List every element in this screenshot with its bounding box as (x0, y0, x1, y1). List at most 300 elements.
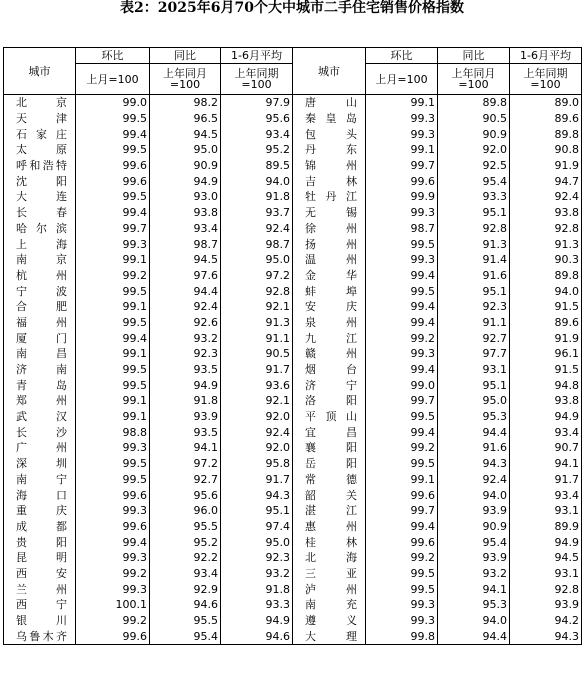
ytd-value-right: 94.7 (510, 173, 582, 189)
mom-value-left: 99.5 (76, 377, 150, 393)
yoy-subheader-right: 上年同月 =100 (438, 64, 510, 95)
mom-value-right: 99.2 (366, 330, 438, 346)
ytd-value-left: 95.0 (221, 534, 293, 550)
city-name-left: 西宁 (4, 597, 76, 613)
table-row (4, 456, 582, 472)
table-row (4, 566, 582, 582)
ytd-value-left: 95.0 (221, 252, 293, 268)
mom-value-right: 99.6 (366, 487, 438, 503)
ytd-value-left: 91.8 (221, 189, 293, 205)
ytd-value-right: 89.0 (510, 95, 582, 111)
mom-header-right: 环比 (366, 48, 438, 64)
yoy-value-left: 93.8 (150, 205, 221, 221)
yoy-value-right: 95.3 (438, 409, 510, 425)
ytd-value-left: 95.6 (221, 111, 293, 127)
yoy-value-right: 95.1 (438, 377, 510, 393)
yoy-value-left: 92.6 (150, 315, 221, 331)
mom-value-right: 99.3 (366, 597, 438, 613)
yoy-value-left: 93.9 (150, 409, 221, 425)
city-name-right: 无锡 (293, 205, 366, 221)
yoy-value-right: 92.5 (438, 158, 510, 174)
ytd-value-right: 93.1 (510, 566, 582, 582)
ytd-header-right: 1-6月平均 (510, 48, 582, 64)
table-row (4, 158, 582, 174)
yoy-value-right: 94.4 (438, 628, 510, 644)
mom-value-left: 99.1 (76, 409, 150, 425)
ytd-value-left: 91.7 (221, 362, 293, 378)
ytd-value-right: 93.8 (510, 205, 582, 221)
price-index-table (3, 47, 582, 645)
ytd-value-right: 93.4 (510, 424, 582, 440)
city-name-right: 烟台 (293, 362, 366, 378)
ytd-value-left: 92.3 (221, 550, 293, 566)
ytd-value-left: 91.3 (221, 315, 293, 331)
yoy-value-left: 94.4 (150, 283, 221, 299)
mom-value-left: 98.8 (76, 424, 150, 440)
city-name-right: 徐州 (293, 221, 366, 237)
yoy-value-left: 93.4 (150, 221, 221, 237)
yoy-value-left: 94.9 (150, 173, 221, 189)
yoy-value-left: 96.0 (150, 503, 221, 519)
yoy-value-right: 93.1 (438, 362, 510, 378)
mom-value-right: 99.4 (366, 268, 438, 284)
mom-value-right: 99.7 (366, 393, 438, 409)
table-row (4, 393, 582, 409)
table-row (4, 205, 582, 221)
ytd-value-left: 94.3 (221, 487, 293, 503)
table-row (4, 628, 582, 644)
table-row (4, 173, 582, 189)
mom-value-right: 99.2 (366, 440, 438, 456)
table-title: 表2：2025年6月70个大中城市二手住宅销售价格指数 (120, 0, 464, 16)
mom-value-left: 99.5 (76, 111, 150, 127)
city-name-left: 北京 (4, 95, 76, 111)
yoy-value-left: 93.5 (150, 424, 221, 440)
yoy-value-right: 91.6 (438, 440, 510, 456)
table-row (4, 330, 582, 346)
table-row (4, 409, 582, 425)
city-name-left: 大连 (4, 189, 76, 205)
yoy-value-left: 98.2 (150, 95, 221, 111)
mom-value-right: 99.4 (366, 362, 438, 378)
city-name-right: 扬州 (293, 236, 366, 252)
yoy-value-left: 91.8 (150, 393, 221, 409)
ytd-value-right: 93.9 (510, 597, 582, 613)
mom-value-right: 99.6 (366, 173, 438, 189)
city-name-right: 锦州 (293, 158, 366, 174)
mom-value-left: 99.2 (76, 566, 150, 582)
mom-value-right: 99.5 (366, 566, 438, 582)
city-name-right: 襄阳 (293, 440, 366, 456)
ytd-value-right: 89.6 (510, 315, 582, 331)
city-name-left: 合肥 (4, 299, 76, 315)
yoy-value-left: 93.0 (150, 189, 221, 205)
mom-value-left: 99.3 (76, 440, 150, 456)
ytd-value-right: 91.9 (510, 158, 582, 174)
ytd-value-right: 94.5 (510, 550, 582, 566)
city-name-left: 兰州 (4, 581, 76, 597)
mom-value-left: 99.3 (76, 550, 150, 566)
mom-value-right: 99.4 (366, 299, 438, 315)
mom-value-right: 99.9 (366, 189, 438, 205)
ytd-value-right: 89.8 (510, 126, 582, 142)
city-name-right: 桂林 (293, 534, 366, 550)
city-name-left: 银川 (4, 613, 76, 629)
mom-value-left: 99.4 (76, 126, 150, 142)
yoy-value-left: 94.1 (150, 440, 221, 456)
table-row (4, 95, 582, 111)
ytd-value-left: 92.0 (221, 409, 293, 425)
table-row (4, 519, 582, 535)
city-name-left: 太原 (4, 142, 76, 158)
table-row (4, 487, 582, 503)
city-name-right: 唐山 (293, 95, 366, 111)
city-name-right: 吉林 (293, 173, 366, 189)
city-header-right: 城市 (293, 48, 366, 95)
yoy-value-left: 95.2 (150, 534, 221, 550)
yoy-value-left: 97.2 (150, 456, 221, 472)
ytd-value-left: 92.1 (221, 299, 293, 315)
yoy-value-left: 97.6 (150, 268, 221, 284)
yoy-value-right: 94.4 (438, 424, 510, 440)
mom-value-right: 99.1 (366, 472, 438, 488)
yoy-subheader-left: 上年同月 =100 (150, 64, 221, 95)
mom-value-left: 99.5 (76, 456, 150, 472)
yoy-value-right: 90.5 (438, 111, 510, 127)
city-name-left: 杭州 (4, 268, 76, 284)
yoy-value-left: 96.5 (150, 111, 221, 127)
ytd-value-right: 91.5 (510, 362, 582, 378)
ytd-value-right: 93.1 (510, 503, 582, 519)
mom-value-right: 99.3 (366, 252, 438, 268)
ytd-value-left: 91.8 (221, 581, 293, 597)
mom-value-right: 98.7 (366, 221, 438, 237)
ytd-value-right: 96.1 (510, 346, 582, 362)
city-name-right: 金华 (293, 268, 366, 284)
city-name-right: 平顶山 (293, 409, 366, 425)
mom-value-left: 99.5 (76, 142, 150, 158)
ytd-value-right: 92.8 (510, 221, 582, 237)
ytd-value-left: 89.5 (221, 158, 293, 174)
yoy-value-left: 95.5 (150, 519, 221, 535)
ytd-value-left: 91.7 (221, 472, 293, 488)
mom-value-left: 99.6 (76, 487, 150, 503)
table-row (4, 299, 582, 315)
mom-value-right: 99.2 (366, 550, 438, 566)
table-row (4, 236, 582, 252)
ytd-value-right: 94.9 (510, 409, 582, 425)
yoy-value-left: 95.4 (150, 628, 221, 644)
table-row (4, 252, 582, 268)
ytd-subheader-left: 上年同期 =100 (221, 64, 293, 95)
mom-value-right: 99.0 (366, 377, 438, 393)
mom-value-right: 99.4 (366, 315, 438, 331)
mom-value-left: 99.4 (76, 330, 150, 346)
yoy-value-right: 97.7 (438, 346, 510, 362)
yoy-value-right: 91.4 (438, 252, 510, 268)
yoy-value-left: 92.4 (150, 299, 221, 315)
yoy-value-right: 94.0 (438, 487, 510, 503)
ytd-value-left: 97.9 (221, 95, 293, 111)
ytd-value-right: 94.3 (510, 628, 582, 644)
ytd-value-right: 94.0 (510, 283, 582, 299)
city-name-right: 惠州 (293, 519, 366, 535)
mom-value-right: 99.4 (366, 519, 438, 535)
mom-value-left: 99.3 (76, 236, 150, 252)
mom-value-right: 99.3 (366, 126, 438, 142)
mom-value-left: 99.4 (76, 534, 150, 550)
mom-value-left: 99.5 (76, 315, 150, 331)
ytd-value-left: 94.9 (221, 613, 293, 629)
mom-subheader-right: 上月=100 (366, 64, 438, 95)
city-name-right: 岳阳 (293, 456, 366, 472)
ytd-value-right: 89.8 (510, 268, 582, 284)
yoy-value-right: 93.3 (438, 189, 510, 205)
yoy-value-right: 94.1 (438, 581, 510, 597)
ytd-value-right: 91.9 (510, 330, 582, 346)
city-name-left: 呼和浩特 (4, 158, 76, 174)
yoy-value-right: 90.9 (438, 126, 510, 142)
ytd-value-right: 93.4 (510, 487, 582, 503)
city-name-right: 蚌埠 (293, 283, 366, 299)
table-row (4, 142, 582, 158)
city-name-left: 乌鲁木齐 (4, 628, 76, 644)
yoy-value-right: 94.0 (438, 613, 510, 629)
mom-value-left: 99.2 (76, 268, 150, 284)
ytd-value-right: 90.3 (510, 252, 582, 268)
ytd-value-left: 92.0 (221, 440, 293, 456)
city-name-right: 遵义 (293, 613, 366, 629)
ytd-value-right: 91.5 (510, 299, 582, 315)
yoy-value-right: 92.3 (438, 299, 510, 315)
mom-value-right: 99.5 (366, 456, 438, 472)
ytd-value-left: 97.4 (221, 519, 293, 535)
city-name-left: 成都 (4, 519, 76, 535)
yoy-value-left: 92.9 (150, 581, 221, 597)
mom-value-left: 100.1 (76, 597, 150, 613)
city-name-right: 宜昌 (293, 424, 366, 440)
city-name-right: 泸州 (293, 581, 366, 597)
ytd-value-left: 95.2 (221, 142, 293, 158)
ytd-value-left: 92.4 (221, 424, 293, 440)
table-row (4, 503, 582, 519)
mom-value-right: 99.5 (366, 581, 438, 597)
ytd-value-left: 94.0 (221, 173, 293, 189)
ytd-value-left: 94.6 (221, 628, 293, 644)
city-name-left: 广州 (4, 440, 76, 456)
table-row (4, 362, 582, 378)
table-row (4, 268, 582, 284)
mom-value-left: 99.6 (76, 519, 150, 535)
city-name-right: 洛阳 (293, 393, 366, 409)
city-name-left: 武汉 (4, 409, 76, 425)
table-row (4, 597, 582, 613)
mom-value-left: 99.1 (76, 393, 150, 409)
ytd-value-left: 98.7 (221, 236, 293, 252)
ytd-subheader-right: 上年同期 =100 (510, 64, 582, 95)
city-name-left: 福州 (4, 315, 76, 331)
mom-value-left: 99.5 (76, 189, 150, 205)
yoy-value-right: 89.8 (438, 95, 510, 111)
city-name-left: 昆明 (4, 550, 76, 566)
city-name-left: 哈尔滨 (4, 221, 76, 237)
yoy-value-left: 92.7 (150, 472, 221, 488)
ytd-value-right: 92.4 (510, 189, 582, 205)
city-name-left: 长春 (4, 205, 76, 221)
city-name-left: 海口 (4, 487, 76, 503)
yoy-value-right: 95.1 (438, 283, 510, 299)
yoy-value-left: 95.0 (150, 142, 221, 158)
mom-value-left: 99.3 (76, 503, 150, 519)
city-name-left: 贵阳 (4, 534, 76, 550)
ytd-value-right: 93.8 (510, 393, 582, 409)
city-name-right: 常德 (293, 472, 366, 488)
city-name-right: 湛江 (293, 503, 366, 519)
mom-value-left: 99.6 (76, 158, 150, 174)
table-row (4, 346, 582, 362)
ytd-value-left: 93.7 (221, 205, 293, 221)
city-name-left: 南京 (4, 252, 76, 268)
city-name-left: 郑州 (4, 393, 76, 409)
yoy-value-left: 94.5 (150, 126, 221, 142)
mom-value-left: 99.5 (76, 472, 150, 488)
mom-value-right: 99.1 (366, 142, 438, 158)
yoy-value-right: 91.1 (438, 315, 510, 331)
city-name-right: 牡丹江 (293, 189, 366, 205)
table-row (4, 283, 582, 299)
mom-value-left: 99.7 (76, 221, 150, 237)
mom-value-right: 99.6 (366, 534, 438, 550)
yoy-value-left: 94.6 (150, 597, 221, 613)
yoy-value-left: 92.2 (150, 550, 221, 566)
mom-value-left: 99.1 (76, 346, 150, 362)
ytd-value-right: 91.7 (510, 472, 582, 488)
ytd-value-right: 94.1 (510, 456, 582, 472)
city-name-left: 西安 (4, 566, 76, 582)
city-name-left: 上海 (4, 236, 76, 252)
ytd-value-left: 97.2 (221, 268, 293, 284)
table-row (4, 613, 582, 629)
city-name-left: 天津 (4, 111, 76, 127)
city-name-right: 安庆 (293, 299, 366, 315)
yoy-value-left: 98.7 (150, 236, 221, 252)
ytd-value-left: 93.4 (221, 126, 293, 142)
yoy-header-left: 同比 (150, 48, 221, 64)
yoy-value-left: 93.4 (150, 566, 221, 582)
mom-value-left: 99.6 (76, 628, 150, 644)
city-name-right: 南充 (293, 597, 366, 613)
ytd-value-right: 91.3 (510, 236, 582, 252)
yoy-value-right: 95.4 (438, 173, 510, 189)
mom-value-right: 99.3 (366, 346, 438, 362)
table-row (4, 424, 582, 440)
ytd-value-right: 92.8 (510, 581, 582, 597)
ytd-value-left: 92.8 (221, 283, 293, 299)
yoy-value-left: 92.3 (150, 346, 221, 362)
yoy-value-right: 93.9 (438, 550, 510, 566)
yoy-value-right: 90.9 (438, 519, 510, 535)
city-name-right: 秦皇岛 (293, 111, 366, 127)
table-row (4, 126, 582, 142)
table-row (4, 440, 582, 456)
table-row (4, 472, 582, 488)
ytd-value-left: 95.8 (221, 456, 293, 472)
mom-value-right: 99.7 (366, 158, 438, 174)
yoy-value-left: 95.6 (150, 487, 221, 503)
yoy-value-left: 94.9 (150, 377, 221, 393)
city-name-right: 温州 (293, 252, 366, 268)
city-name-left: 重庆 (4, 503, 76, 519)
ytd-value-right: 90.7 (510, 440, 582, 456)
ytd-value-left: 93.6 (221, 377, 293, 393)
table-body (4, 95, 582, 645)
city-name-right: 济宁 (293, 377, 366, 393)
city-name-right: 泉州 (293, 315, 366, 331)
mom-value-right: 99.5 (366, 236, 438, 252)
city-name-right: 三亚 (293, 566, 366, 582)
mom-value-right: 99.3 (366, 613, 438, 629)
ytd-value-left: 93.3 (221, 597, 293, 613)
ytd-header-left: 1-6月平均 (221, 48, 293, 64)
ytd-value-left: 95.1 (221, 503, 293, 519)
ytd-value-right: 94.8 (510, 377, 582, 393)
city-name-left: 沈阳 (4, 173, 76, 189)
yoy-value-left: 95.5 (150, 613, 221, 629)
mom-value-left: 99.1 (76, 252, 150, 268)
table-row (4, 315, 582, 331)
mom-value-right: 99.8 (366, 628, 438, 644)
table-row (4, 221, 582, 237)
ytd-value-left: 91.1 (221, 330, 293, 346)
table-row (4, 111, 582, 127)
city-name-right: 丹东 (293, 142, 366, 158)
yoy-header-right: 同比 (438, 48, 510, 64)
ytd-value-left: 90.5 (221, 346, 293, 362)
yoy-value-right: 92.7 (438, 330, 510, 346)
mom-value-right: 99.1 (366, 95, 438, 111)
mom-value-left: 99.3 (76, 581, 150, 597)
ytd-value-left: 93.2 (221, 566, 293, 582)
table-row (4, 534, 582, 550)
mom-header-left: 环比 (76, 48, 150, 64)
yoy-value-right: 92.4 (438, 472, 510, 488)
mom-value-left: 99.0 (76, 95, 150, 111)
yoy-value-right: 91.3 (438, 236, 510, 252)
table-row (4, 377, 582, 393)
mom-subheader-left: 上月=100 (76, 64, 150, 95)
mom-value-right: 99.4 (366, 424, 438, 440)
city-name-right: 北海 (293, 550, 366, 566)
city-name-right: 赣州 (293, 346, 366, 362)
mom-value-left: 99.1 (76, 299, 150, 315)
yoy-value-right: 92.0 (438, 142, 510, 158)
city-header-left: 城市 (4, 48, 76, 95)
yoy-value-left: 93.2 (150, 330, 221, 346)
ytd-value-right: 89.6 (510, 111, 582, 127)
mom-value-left: 99.5 (76, 283, 150, 299)
yoy-value-right: 95.4 (438, 534, 510, 550)
city-name-left: 宁波 (4, 283, 76, 299)
mom-value-left: 99.5 (76, 362, 150, 378)
yoy-value-right: 95.3 (438, 597, 510, 613)
city-name-left: 深圳 (4, 456, 76, 472)
table-row (4, 189, 582, 205)
mom-value-right: 99.5 (366, 409, 438, 425)
city-name-right: 韶关 (293, 487, 366, 503)
ytd-value-left: 92.4 (221, 221, 293, 237)
city-name-left: 长沙 (4, 424, 76, 440)
mom-value-right: 99.3 (366, 111, 438, 127)
